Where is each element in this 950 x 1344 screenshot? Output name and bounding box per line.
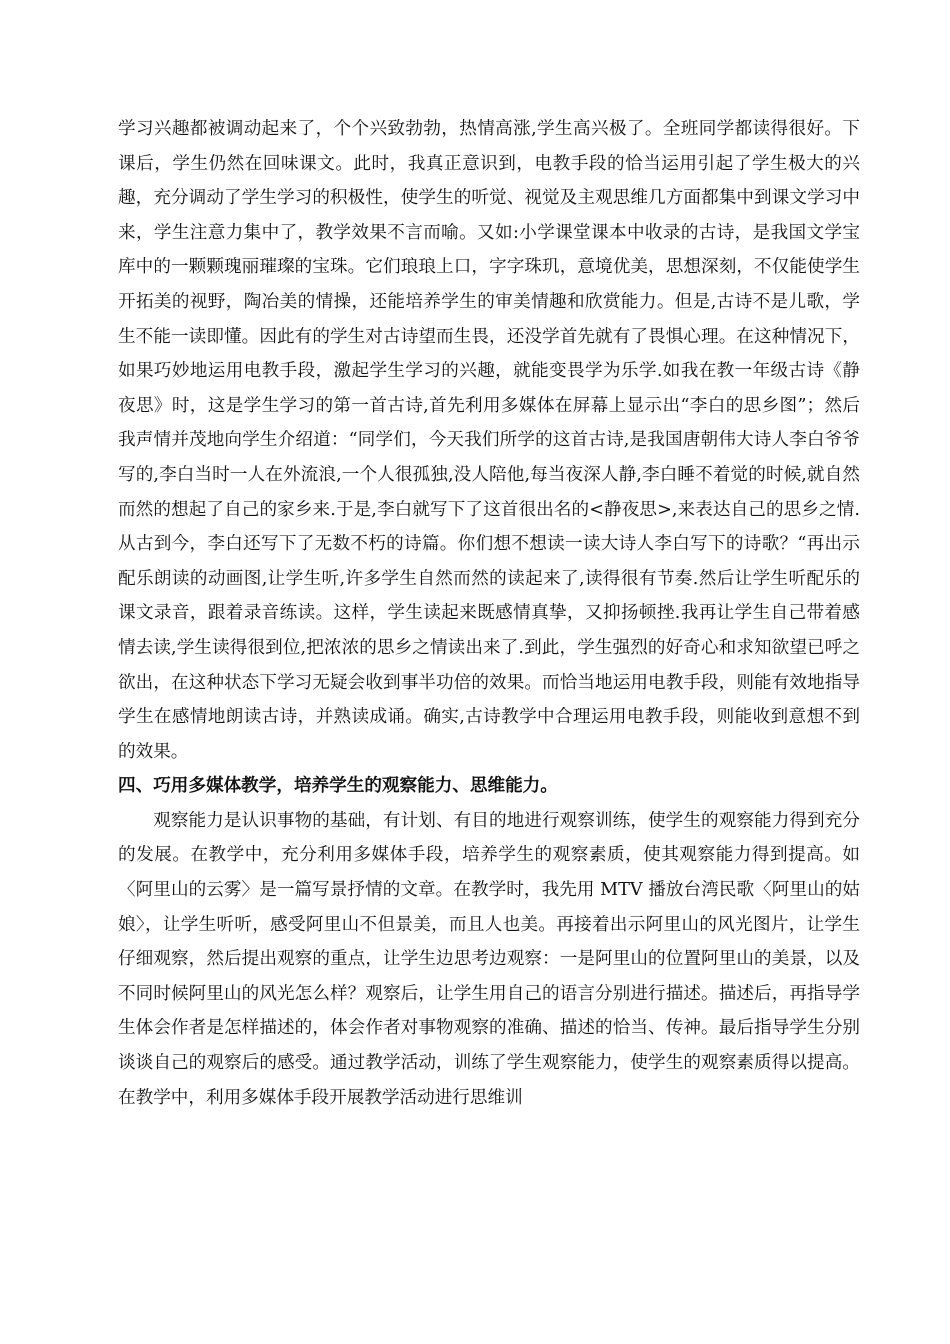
body-paragraph-continued: 学习兴趣都被调动起来了，个个兴致勃勃，热情高涨,学生高兴极了。全班同学都读得很好。下课后，学生仍然在回味课文。此时，我真正意识到，电教手段的恰当运用引起了学生极大的兴趣，充分调动了学生学习的积极性，使学生的听觉、视觉及主观思维几方面都集中到课文学习中来，学生注意力集中了，教学效果不言而喻。又如:小学课堂课本中收录的古诗，是我国文学宝库中的一颗颗瑰丽璀璨的宝珠。它们琅琅上口，字字珠玑，意境优美，思想深刻，不仅能使学生开拓美的视野，陶冶美的情操，还能培养学生的审美情趣和欣赏能力。但是,古诗不是儿歌，学生不能一读即懂。因此有的学生对古诗望而生畏，还没学首先就有了畏惧心理。在这种情况下，如果巧妙地运用电教手段，激起学生学习的兴趣，就能变畏学为乐学.如我在教一年级古诗《静夜思》时，这是学生学习的第一首古诗,首先利用多媒体在屏幕上显示出“李白的思乡图”；然后我声情并茂地向学生介绍道：“同学们，今天我们所学的这首古诗,是我国唐朝伟大诗人李白爷爷写的,李白当时一人在外流浪,一个人很孤独,没人陪他,每当夜深人静,李白睡不着觉的时候,就自然而然的想起了自己的家乡来.于是,李白就写下了这首很出名的<静夜思>,来表达自己的思乡之情.从古到今，李白还写下了无数不朽的诗篇。你们想不想读一读大诗人李白写下的诗歌？“再出示配乐朗读的动画图,让学生听,许多学生自然而然的读起来了,读得很有节奏.然后让学生听配乐的课文录音，跟着录音练读。这样，学生读起来既感情真挚，又抑扬顿挫.我再让学生自己带着感情去读,学生读得很到位,把浓浓的思乡之情读出来了.到此，学生强烈的好奇心和求知欲望已呼之欲出，在这种状态下学习无疑会收到事半功倍的效果。而恰当地运用电教手段，则能有效地指导学生在感情地朗读古诗，并熟读成诵。确实,古诗教学中合理运用电教手段，则能收到意想不到的效果。 <box>118 119 860 762</box>
body-paragraph-observation: 观察能力是认识事物的基础，有计划、有目的地进行观察训练，使学生的观察能力得到充分的发展。在教学中，充分利用多媒体手段，培养学生的观察素质，使其观察能力得到提高。如〈阿里山的云雾〉是一篇写景抒情的文章。在教学时，我先用 MTV 播放台湾民歌〈阿里山的姑娘〉，让学生听听，感受阿里山不但景美，而且人也美。再接着出示阿里山的风光图片，让学生仔细观察，然后提出观察的重点，让学生边思考边观察：一是阿里山的位置阿里山的美景，以及不同时候阿里山的风光怎么样？观察后，让学生用自己的语言分别进行描述。描述后，再指导学生体会作者是怎样描述的，体会作者对事物观察的准确、描述的恰当、传神。最后指导学生分别谈谈自己的观察后的感受。通过教学活动，训练了学生观察能力，使学生的观察素质得以提高。在教学中，利用多媒体手段开展教学活动进行思维训 <box>118 810 860 1108</box>
document-body <box>118 112 860 1115</box>
section-heading-4: 四、巧用多媒体教学，培养学生的观察能力、思维能力。 <box>118 776 558 797</box>
